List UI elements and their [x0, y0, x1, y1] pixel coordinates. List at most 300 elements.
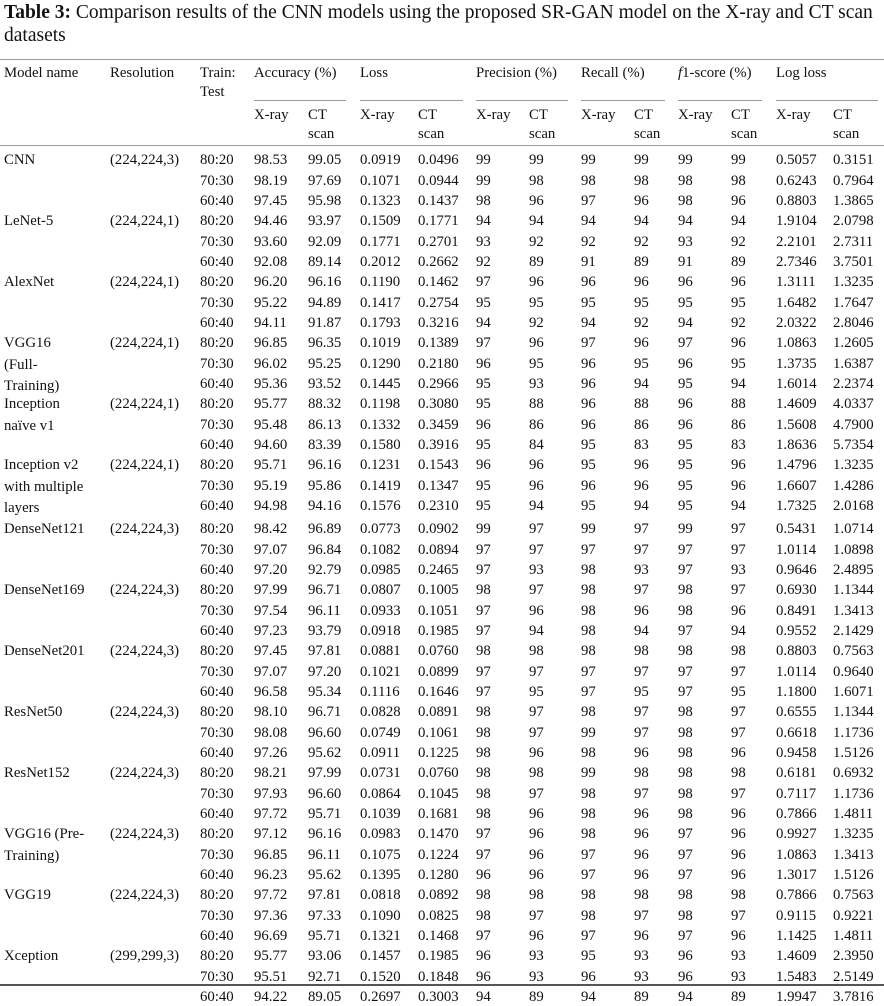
- model-resolution: (299,299,3): [110, 948, 180, 964]
- logloss-xray-value: 1.5483: [776, 968, 817, 985]
- recall-ct-value: 94: [634, 376, 649, 392]
- model-resolution: (224,224,3): [110, 887, 180, 903]
- precision-ct-value: 97: [529, 541, 544, 558]
- f1-ct-value: 98: [731, 765, 746, 781]
- precision-xray-value: 99: [476, 172, 491, 189]
- loss-ct-value: 0.1389: [418, 335, 459, 351]
- loss-ct-value: 0.1462: [418, 274, 459, 290]
- precision-ct-value: 97: [529, 785, 544, 802]
- recall-ct-value: 98: [634, 765, 649, 781]
- logloss-ct-value: 2.1429: [833, 623, 874, 639]
- loss-ct-value: 0.0496: [418, 152, 459, 168]
- recall-xray-value: 94: [581, 213, 596, 229]
- train-test-split: 60:40: [200, 928, 234, 944]
- precision-ct-value: 89: [529, 254, 544, 270]
- model-name: [4, 946, 58, 968]
- accuracy-ct-value: 93.79: [308, 623, 342, 639]
- precision-xray-value: 97: [476, 562, 491, 578]
- loss-ct-value: 0.1848: [418, 968, 459, 985]
- f1-xray-value: 97: [678, 846, 693, 863]
- accuracy-ct-value: 93.52: [308, 376, 342, 392]
- f1-xray-value: 97: [678, 928, 693, 944]
- loss-xray-value: 0.1793: [360, 315, 401, 331]
- train-test-split: 70:30: [200, 724, 234, 741]
- loss-ct-value: 0.1045: [418, 785, 459, 802]
- precision-xray-value: 94: [476, 315, 491, 331]
- accuracy-ct-value: 96.16: [308, 274, 342, 290]
- f1-ct-value: 89: [731, 989, 746, 1005]
- accuracy-ct-value: 96.35: [308, 335, 342, 351]
- accuracy-ct-value: 88.32: [308, 396, 342, 412]
- logloss-ct-value: 1.4811: [833, 806, 874, 822]
- f1-ct-value: 92: [731, 315, 746, 331]
- accuracy-xray-value: 97.45: [254, 643, 288, 659]
- loss-ct-value: 0.0760: [418, 643, 459, 659]
- model-name: [4, 394, 60, 437]
- recall-xray-value: 98: [581, 887, 596, 903]
- precision-xray-value: 97: [476, 602, 491, 619]
- loss-ct-value: 0.2662: [418, 254, 459, 270]
- loss-xray-value: 0.1082: [360, 541, 401, 558]
- model-name: [4, 211, 53, 233]
- model-name: [4, 702, 62, 724]
- recall-ct-value: 97: [634, 724, 649, 741]
- logloss-ct-value: 3.7501: [833, 254, 874, 270]
- precision-ct-value: 96: [529, 193, 544, 209]
- model-name-line: DenseNet121: [4, 521, 85, 537]
- subheader-ct: CT: [634, 107, 653, 123]
- logloss-ct-value: 1.3413: [833, 602, 874, 619]
- recall-xray-value: 94: [581, 315, 596, 331]
- logloss-xray-value: 1.0863: [776, 846, 817, 863]
- model-name-line: layers: [4, 500, 40, 516]
- precision-ct-value: 99: [529, 152, 544, 168]
- f1-ct-value: 98: [731, 643, 746, 659]
- loss-ct-value: 0.1543: [418, 457, 459, 473]
- recall-ct-value: 97: [634, 785, 649, 802]
- loss-xray-value: 0.0919: [360, 152, 401, 168]
- model-resolution: (224,224,1): [110, 274, 180, 290]
- recall-xray-value: 98: [581, 704, 596, 720]
- accuracy-xray-value: 92.08: [254, 254, 288, 270]
- loss-xray-value: 0.1290: [360, 355, 401, 372]
- model-name-line: Training): [4, 847, 60, 864]
- header-rule: [0, 145, 884, 146]
- precision-ct-value: 96: [529, 928, 544, 944]
- accuracy-ct-value: 97.33: [308, 907, 342, 924]
- logloss-xray-value: 1.1425: [776, 928, 817, 944]
- accuracy-xray-value: 95.22: [254, 294, 288, 311]
- logloss-xray-value: 1.9104: [776, 213, 817, 229]
- loss-subrule: [360, 100, 463, 101]
- accuracy-ct-value: 83.39: [308, 437, 342, 453]
- recall-xray-value: 98: [581, 806, 596, 822]
- f1-xray-value: 98: [678, 704, 693, 720]
- loss-xray-value: 0.1090: [360, 907, 401, 924]
- recall-ct-value: 97: [634, 582, 649, 598]
- recall-ct-value: 89: [634, 989, 649, 1005]
- loss-xray-value: 0.1576: [360, 498, 401, 514]
- accuracy-xray-value: 96.58: [254, 684, 288, 700]
- accuracy-xray-value: 95.48: [254, 416, 288, 433]
- loss-ct-value: 0.0825: [418, 907, 459, 924]
- logloss-xray-value: 0.8491: [776, 602, 817, 619]
- recall-xray-value: 96: [581, 968, 596, 985]
- accuracy-xray-value: 97.45: [254, 193, 288, 209]
- subheader-scan: scan: [634, 126, 661, 142]
- f1-ct-value: 97: [731, 704, 746, 720]
- recall-xray-value: 98: [581, 172, 596, 189]
- logloss-ct-value: 0.7563: [833, 887, 874, 903]
- precision-xray-value: 97: [476, 335, 491, 351]
- model-resolution: (224,224,3): [110, 704, 180, 720]
- accuracy-ct-value: 95.71: [308, 928, 342, 944]
- precision-xray-value: 96: [476, 355, 491, 372]
- accuracy-ct-value: 95.98: [308, 193, 342, 209]
- recall-ct-value: 92: [634, 315, 649, 331]
- precision-ct-value: 97: [529, 907, 544, 924]
- precision-xray-value: 98: [476, 907, 491, 924]
- f1-xray-value: 97: [678, 684, 693, 700]
- precision-xray-value: 98: [476, 806, 491, 822]
- loss-ct-value: 0.1771: [418, 213, 459, 229]
- accuracy-xray-value: 98.19: [254, 172, 288, 189]
- f1-xray-value: 98: [678, 765, 693, 781]
- logloss-ct-value: 3.7816: [833, 989, 874, 1005]
- f1-xray-value: 96: [678, 396, 693, 412]
- logloss-xray-value: 0.7117: [776, 785, 817, 802]
- f1-ct-value: 89: [731, 254, 746, 270]
- model-resolution: (224,224,1): [110, 335, 180, 351]
- train-test-split: 70:30: [200, 907, 234, 924]
- accuracy-xray-value: 93.60: [254, 233, 288, 250]
- precision-xray-value: 97: [476, 663, 491, 680]
- precision-ct-value: 93: [529, 968, 544, 985]
- precision-ct-value: 88: [529, 396, 544, 412]
- logloss-ct-value: 4.7900: [833, 416, 874, 433]
- loss-ct-value: 0.1280: [418, 867, 459, 883]
- precision-xray-value: 97: [476, 274, 491, 290]
- logloss-xray-value: 0.8803: [776, 193, 817, 209]
- model-resolution: (224,224,1): [110, 457, 180, 473]
- f1-xray-value: 96: [678, 948, 693, 964]
- accuracy-xray-value: 98.10: [254, 704, 288, 720]
- loss-xray-value: 0.1332: [360, 416, 401, 433]
- model-name-line: LeNet-5: [4, 213, 54, 229]
- accuracy-ct-value: 96.71: [308, 582, 342, 598]
- loss-ct-value: 0.0944: [418, 172, 459, 189]
- train-test-split: 80:20: [200, 887, 234, 903]
- loss-xray-value: 0.1395: [360, 867, 401, 883]
- train-test-split: 60:40: [200, 437, 234, 453]
- subheader-ct: CT: [308, 107, 327, 123]
- recall-ct-value: 96: [634, 193, 649, 209]
- accuracy-xray-value: 97.72: [254, 887, 288, 903]
- train-test-split: 70:30: [200, 663, 234, 680]
- train-test-split: 60:40: [200, 193, 234, 209]
- logloss-ct-value: 1.6071: [833, 684, 874, 700]
- subheader-xray: X-ray: [254, 107, 289, 123]
- recall-ct-value: 96: [634, 335, 649, 351]
- logloss-xray-value: 1.0114: [776, 663, 817, 680]
- table-caption: [4, 1, 880, 47]
- f1-xray-value: 98: [678, 582, 693, 598]
- logloss-xray-value: 1.4609: [776, 948, 817, 964]
- model-name: [4, 333, 59, 398]
- f1-ct-value: 94: [731, 376, 746, 392]
- f1-xray-value: 99: [678, 152, 693, 168]
- loss-xray-value: 0.0918: [360, 623, 401, 639]
- loss-ct-value: 0.2701: [418, 233, 459, 250]
- logloss-xray-value: 1.0863: [776, 335, 817, 351]
- accuracy-ct-value: 96.60: [308, 785, 342, 802]
- recall-ct-value: 95: [634, 294, 649, 311]
- loss-xray-value: 0.1190: [360, 274, 401, 290]
- accuracy-ct-value: 86.13: [308, 416, 342, 433]
- recall-ct-value: 96: [634, 867, 649, 883]
- f1-subrule: [678, 100, 762, 101]
- recall-xray-value: 98: [581, 623, 596, 639]
- precision-xray-value: 95: [476, 396, 491, 412]
- loss-xray-value: 0.1021: [360, 663, 401, 680]
- accuracy-xray-value: 97.26: [254, 745, 288, 761]
- recall-ct-value: 93: [634, 948, 649, 964]
- loss-ct-value: 0.2966: [418, 376, 459, 392]
- recall-xray-value: 97: [581, 928, 596, 944]
- precision-xray-value: 99: [476, 152, 491, 168]
- accuracy-ct-value: 96.60: [308, 724, 342, 741]
- f1-ct-value: 96: [731, 867, 746, 883]
- precision-ct-value: 96: [529, 867, 544, 883]
- logloss-ct-value: 1.2605: [833, 335, 874, 351]
- f1-xray-value: 98: [678, 193, 693, 209]
- logloss-xray-value: 0.9552: [776, 623, 817, 639]
- caption-text: Comparison results of the CNN models using the proposed SR-GAN model on the X-ray and CT scan datasets: [4, 2, 873, 46]
- f1-ct-value: 94: [731, 213, 746, 229]
- precision-xray-value: 96: [476, 948, 491, 964]
- f1-ct-value: 96: [731, 846, 746, 863]
- logloss-xray-value: 1.8636: [776, 437, 817, 453]
- loss-ct-value: 0.1437: [418, 193, 459, 209]
- recall-xray-value: 95: [581, 437, 596, 453]
- accuracy-ct-value: 92.79: [308, 562, 342, 578]
- accuracy-ct-value: 89.14: [308, 254, 342, 270]
- loss-xray-value: 0.1039: [360, 806, 401, 822]
- model-name-line: VGG16: [4, 335, 51, 351]
- precision-ct-value: 98: [529, 172, 544, 189]
- train-test-split: 80:20: [200, 765, 234, 781]
- precision-xray-value: 97: [476, 684, 491, 700]
- accuracy-xray-value: 97.07: [254, 663, 288, 680]
- subheader-xray: X-ray: [360, 107, 395, 123]
- precision-xray-value: 98: [476, 193, 491, 209]
- recall-ct-value: 98: [634, 643, 649, 659]
- f1-xray-value: 97: [678, 335, 693, 351]
- loss-xray-value: 0.1417: [360, 294, 401, 311]
- accuracy-ct-value: 92.71: [308, 968, 342, 985]
- f1-xray-value: 98: [678, 887, 693, 903]
- f1-xray-value: 97: [678, 623, 693, 639]
- accuracy-xray-value: 97.20: [254, 562, 288, 578]
- logloss-ct-value: 0.9221: [833, 907, 874, 924]
- model-name-line: DenseNet169: [4, 582, 85, 598]
- accuracy-xray-value: 94.11: [254, 315, 287, 331]
- recall-xray-value: 98: [581, 562, 596, 578]
- logloss-xray-value: 0.9646: [776, 562, 817, 578]
- loss-xray-value: 0.1445: [360, 376, 401, 392]
- accuracy-ct-value: 94.89: [308, 294, 342, 311]
- accuracy-xray-value: 95.77: [254, 948, 288, 964]
- model-name-line: VGG16 (Pre-: [4, 826, 85, 842]
- accuracy-ct-value: 96.84: [308, 541, 342, 558]
- recall-ct-value: 94: [634, 213, 649, 229]
- logloss-xray-value: 0.5057: [776, 152, 817, 168]
- loss-ct-value: 0.1646: [418, 684, 459, 700]
- recall-ct-value: 98: [634, 172, 649, 189]
- loss-xray-value: 0.0983: [360, 826, 401, 842]
- subheader-ct-scan: [634, 106, 660, 144]
- precision-ct-value: 97: [529, 663, 544, 680]
- train-test-split: 70:30: [200, 541, 234, 558]
- train-test-split: 60:40: [200, 254, 234, 270]
- header-log-loss: Log loss: [776, 65, 827, 81]
- logloss-ct-value: 1.4286: [833, 477, 874, 494]
- accuracy-ct-value: 97.20: [308, 663, 342, 680]
- loss-ct-value: 0.2310: [418, 498, 459, 514]
- logloss-xray-value: 0.9115: [776, 907, 817, 924]
- logloss-ct-value: 2.0168: [833, 498, 874, 514]
- loss-ct-value: 0.0894: [418, 541, 459, 558]
- logloss-xray-value: 0.6618: [776, 724, 817, 741]
- loss-xray-value: 0.1520: [360, 968, 401, 985]
- logloss-xray-value: 1.4796: [776, 457, 817, 473]
- f1-ct-value: 96: [731, 193, 746, 209]
- loss-ct-value: 0.0891: [418, 704, 459, 720]
- f1-ct-value: 97: [731, 582, 746, 598]
- recall-xray-value: 96: [581, 396, 596, 412]
- f1-xray-value: 95: [678, 437, 693, 453]
- precision-ct-value: 98: [529, 765, 544, 781]
- logloss-xray-value: 1.0114: [776, 541, 817, 558]
- f1-xray-value: 98: [678, 643, 693, 659]
- accuracy-ct-value: 96.11: [308, 846, 341, 863]
- train-test-split: 80:20: [200, 396, 234, 412]
- model-resolution: (224,224,3): [110, 521, 180, 537]
- f1-ct-value: 95: [731, 294, 746, 311]
- logloss-ct-value: 1.3235: [833, 274, 874, 290]
- loss-ct-value: 0.0899: [418, 663, 459, 680]
- logloss-xray-value: 0.6181: [776, 765, 817, 781]
- recall-xray-value: 94: [581, 989, 596, 1005]
- recall-ct-value: 89: [634, 254, 649, 270]
- subheader-scan: scan: [731, 126, 758, 142]
- accuracy-ct-value: 92.09: [308, 233, 342, 250]
- precision-xray-value: 95: [476, 376, 491, 392]
- loss-xray-value: 0.0933: [360, 602, 401, 619]
- loss-xray-value: 0.1116: [360, 684, 400, 700]
- logloss-xray-value: 1.6482: [776, 294, 817, 311]
- logloss-xray-value: 0.5431: [776, 521, 817, 537]
- loss-xray-value: 0.1419: [360, 477, 401, 494]
- f1-xray-value: 91: [678, 254, 693, 270]
- recall-xray-value: 96: [581, 477, 596, 494]
- model-resolution: (224,224,3): [110, 765, 180, 781]
- accuracy-ct-value: 93.06: [308, 948, 342, 964]
- f1-xray-value: 98: [678, 806, 693, 822]
- accuracy-ct-value: 96.11: [308, 602, 341, 619]
- f1-ct-value: 96: [731, 928, 746, 944]
- model-name: [4, 519, 85, 541]
- loss-ct-value: 0.2465: [418, 562, 459, 578]
- loss-xray-value: 0.1231: [360, 457, 401, 473]
- accuracy-ct-value: 97.81: [308, 643, 342, 659]
- recall-xray-value: 97: [581, 335, 596, 351]
- f1-ct-value: 93: [731, 968, 746, 985]
- recall-xray-value: 96: [581, 274, 596, 290]
- logloss-xray-value: 0.6930: [776, 582, 817, 598]
- loss-xray-value: 0.0807: [360, 582, 401, 598]
- recall-ct-value: 96: [634, 602, 649, 619]
- accuracy-ct-value: 97.69: [308, 172, 342, 189]
- accuracy-ct-value: 95.62: [308, 867, 342, 883]
- f1-xray-value: 98: [678, 602, 693, 619]
- train-test-split: 70:30: [200, 355, 234, 372]
- accuracy-xray-value: 97.12: [254, 826, 288, 842]
- loss-ct-value: 0.3216: [418, 315, 459, 331]
- train-test-split: 70:30: [200, 968, 234, 985]
- model-resolution: (224,224,3): [110, 152, 180, 168]
- recall-ct-value: 93: [634, 562, 649, 578]
- logloss-ct-value: 0.7563: [833, 643, 874, 659]
- f1-ct-value: 96: [731, 335, 746, 351]
- f1-xray-value: 95: [678, 457, 693, 473]
- model-name-line: with multiple: [4, 478, 84, 495]
- logloss-xray-value: 1.3735: [776, 355, 817, 372]
- recall-ct-value: 95: [634, 684, 649, 700]
- precision-ct-value: 95: [529, 355, 544, 372]
- accuracy-xray-value: 97.07: [254, 541, 288, 558]
- precision-subrule: [476, 100, 568, 101]
- f1-ct-value: 97: [731, 907, 746, 924]
- train-test-split: 80:20: [200, 335, 234, 351]
- model-name-line: Inception: [4, 396, 60, 412]
- loss-xray-value: 0.2012: [360, 254, 401, 270]
- accuracy-xray-value: 95.71: [254, 457, 288, 473]
- recall-xray-value: 91: [581, 254, 596, 270]
- loss-ct-value: 0.2754: [418, 294, 459, 311]
- subheader-ct-scan: [731, 106, 757, 144]
- loss-xray-value: 0.1771: [360, 233, 401, 250]
- loss-ct-value: 0.3003: [418, 989, 459, 1005]
- f1-xray-value: 99: [678, 521, 693, 537]
- recall-xray-value: 98: [581, 826, 596, 842]
- accuracy-xray-value: 97.36: [254, 907, 288, 924]
- loss-xray-value: 0.1509: [360, 213, 401, 229]
- logloss-ct-value: 1.1736: [833, 785, 874, 802]
- train-test-split: 60:40: [200, 376, 234, 392]
- logloss-ct-value: 2.3950: [833, 948, 874, 964]
- recall-xray-value: 97: [581, 541, 596, 558]
- subheader-xray: X-ray: [678, 107, 713, 123]
- recall-ct-value: 96: [634, 477, 649, 494]
- f1-ct-value: 97: [731, 541, 746, 558]
- model-resolution: (224,224,1): [110, 396, 180, 412]
- recall-xray-value: 97: [581, 663, 596, 680]
- logloss-xray-value: 0.7866: [776, 806, 817, 822]
- precision-xray-value: 98: [476, 887, 491, 903]
- subheader-ct-scan: [308, 106, 334, 144]
- logloss-ct-value: 1.5126: [833, 867, 874, 883]
